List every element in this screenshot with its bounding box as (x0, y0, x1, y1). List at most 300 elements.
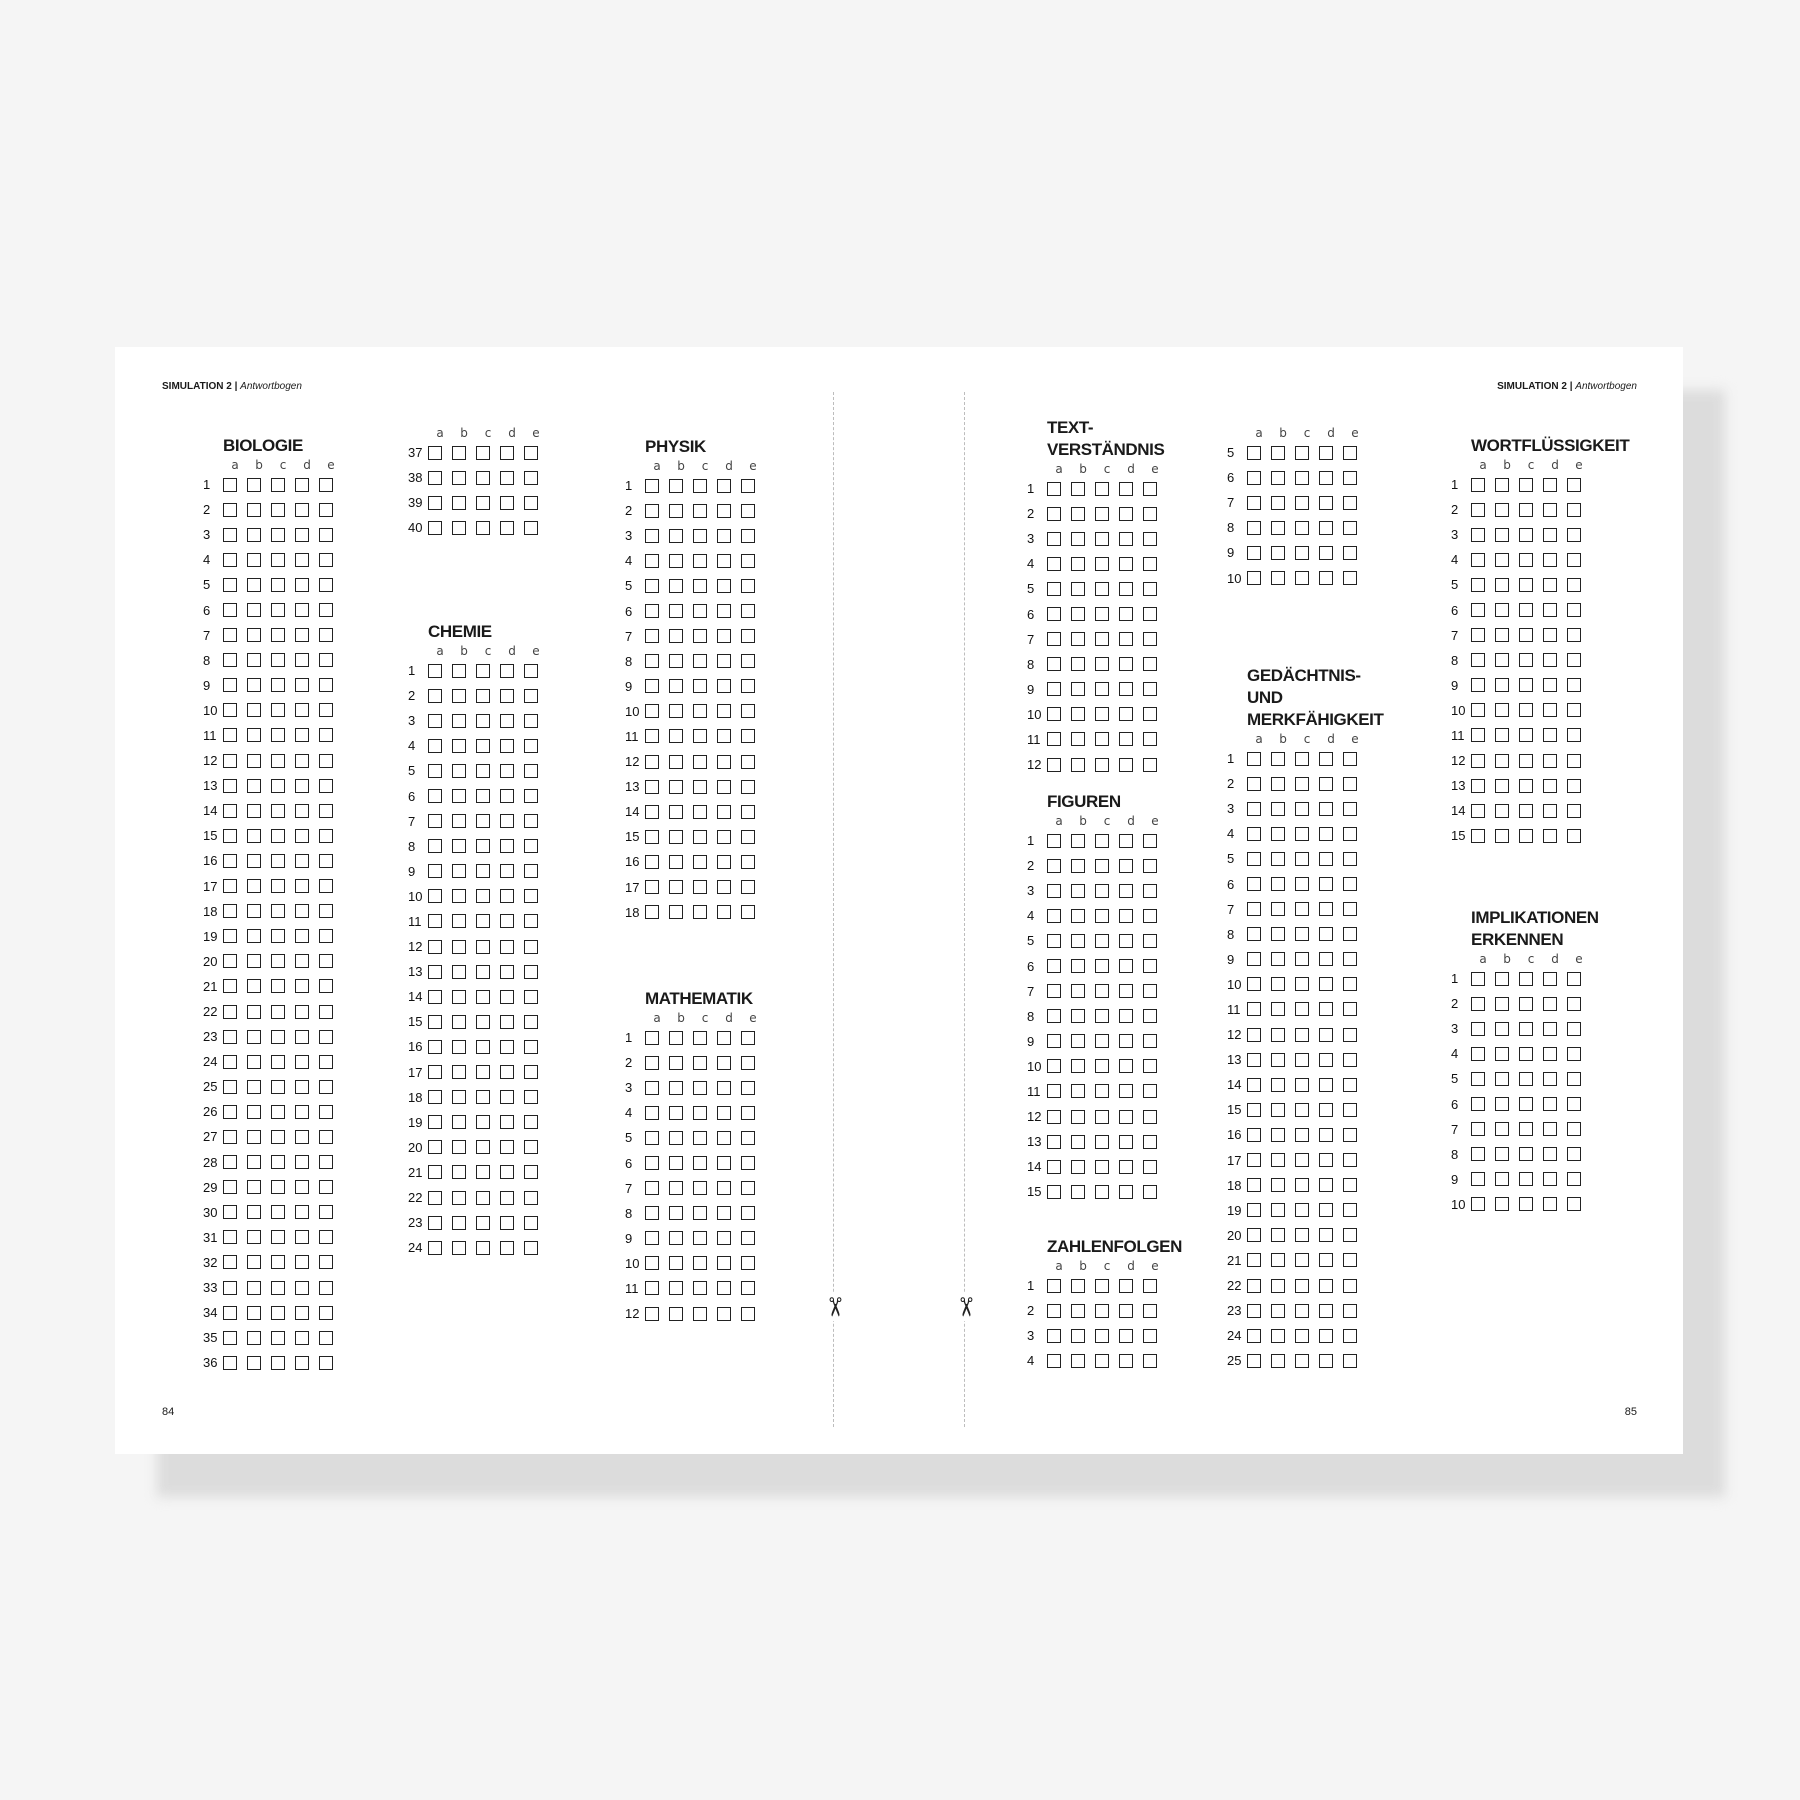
answer-checkbox-e[interactable] (524, 864, 538, 878)
answer-checkbox-e[interactable] (1143, 682, 1157, 696)
answer-checkbox-b[interactable] (452, 764, 466, 778)
answer-checkbox-e[interactable] (319, 979, 333, 993)
answer-checkbox-b[interactable] (247, 1180, 261, 1194)
answer-checkbox-c[interactable] (693, 1281, 707, 1295)
answer-checkbox-d[interactable] (295, 1180, 309, 1194)
answer-checkbox-c[interactable] (476, 689, 490, 703)
answer-checkbox-d[interactable] (295, 979, 309, 993)
answer-checkbox-b[interactable] (1495, 628, 1509, 642)
answer-checkbox-a[interactable] (1247, 827, 1261, 841)
answer-checkbox-e[interactable] (1143, 582, 1157, 596)
answer-checkbox-e[interactable] (319, 754, 333, 768)
answer-checkbox-c[interactable] (693, 579, 707, 593)
answer-checkbox-d[interactable] (295, 879, 309, 893)
answer-checkbox-b[interactable] (1271, 1354, 1285, 1368)
answer-checkbox-a[interactable] (223, 854, 237, 868)
answer-checkbox-e[interactable] (319, 1205, 333, 1219)
answer-checkbox-a[interactable] (223, 653, 237, 667)
answer-checkbox-b[interactable] (247, 954, 261, 968)
answer-checkbox-d[interactable] (1543, 997, 1557, 1011)
answer-checkbox-d[interactable] (295, 1005, 309, 1019)
answer-checkbox-b[interactable] (1271, 571, 1285, 585)
answer-checkbox-c[interactable] (476, 1191, 490, 1205)
answer-checkbox-d[interactable] (295, 804, 309, 818)
answer-checkbox-b[interactable] (247, 1306, 261, 1320)
answer-checkbox-a[interactable] (1047, 1135, 1061, 1149)
answer-checkbox-b[interactable] (452, 1015, 466, 1029)
answer-checkbox-c[interactable] (1095, 1009, 1109, 1023)
answer-checkbox-a[interactable] (1471, 653, 1485, 667)
answer-checkbox-e[interactable] (319, 478, 333, 492)
answer-checkbox-d[interactable] (500, 990, 514, 1004)
answer-checkbox-b[interactable] (247, 1130, 261, 1144)
answer-checkbox-e[interactable] (524, 739, 538, 753)
answer-checkbox-c[interactable] (476, 1040, 490, 1054)
answer-checkbox-d[interactable] (1119, 1059, 1133, 1073)
answer-checkbox-a[interactable] (1247, 1253, 1261, 1267)
answer-checkbox-e[interactable] (319, 1005, 333, 1019)
answer-checkbox-e[interactable] (319, 854, 333, 868)
answer-checkbox-d[interactable] (717, 729, 731, 743)
answer-checkbox-c[interactable] (693, 504, 707, 518)
answer-checkbox-c[interactable] (1095, 482, 1109, 496)
answer-checkbox-c[interactable] (1295, 571, 1309, 585)
answer-checkbox-d[interactable] (295, 1331, 309, 1345)
answer-checkbox-a[interactable] (428, 1065, 442, 1079)
answer-checkbox-a[interactable] (1247, 571, 1261, 585)
answer-checkbox-d[interactable] (500, 1090, 514, 1104)
answer-checkbox-e[interactable] (741, 1256, 755, 1270)
answer-checkbox-c[interactable] (271, 703, 285, 717)
answer-checkbox-e[interactable] (741, 1181, 755, 1195)
answer-checkbox-e[interactable] (1143, 934, 1157, 948)
answer-checkbox-d[interactable] (1119, 507, 1133, 521)
answer-checkbox-c[interactable] (1095, 1160, 1109, 1174)
answer-checkbox-b[interactable] (1495, 779, 1509, 793)
answer-checkbox-c[interactable] (1519, 578, 1533, 592)
answer-checkbox-a[interactable] (645, 479, 659, 493)
answer-checkbox-a[interactable] (1471, 703, 1485, 717)
answer-checkbox-c[interactable] (1095, 1110, 1109, 1124)
answer-checkbox-a[interactable] (1047, 909, 1061, 923)
answer-checkbox-c[interactable] (1519, 628, 1533, 642)
answer-checkbox-d[interactable] (500, 914, 514, 928)
answer-checkbox-b[interactable] (669, 479, 683, 493)
answer-checkbox-b[interactable] (452, 1140, 466, 1154)
answer-checkbox-a[interactable] (645, 1281, 659, 1295)
answer-checkbox-e[interactable] (1343, 1078, 1357, 1092)
answer-checkbox-a[interactable] (1471, 1172, 1485, 1186)
answer-checkbox-d[interactable] (1319, 1028, 1333, 1042)
answer-checkbox-a[interactable] (645, 1206, 659, 1220)
answer-checkbox-a[interactable] (1047, 1084, 1061, 1098)
answer-checkbox-b[interactable] (669, 504, 683, 518)
answer-checkbox-d[interactable] (1119, 1279, 1133, 1293)
answer-checkbox-b[interactable] (452, 664, 466, 678)
answer-checkbox-d[interactable] (1319, 777, 1333, 791)
answer-checkbox-b[interactable] (669, 654, 683, 668)
answer-checkbox-a[interactable] (1047, 732, 1061, 746)
answer-checkbox-c[interactable] (271, 1356, 285, 1370)
answer-checkbox-a[interactable] (1047, 1034, 1061, 1048)
answer-checkbox-b[interactable] (452, 1216, 466, 1230)
answer-checkbox-e[interactable] (1567, 1072, 1581, 1086)
answer-checkbox-b[interactable] (452, 864, 466, 878)
answer-checkbox-a[interactable] (1047, 1009, 1061, 1023)
answer-checkbox-a[interactable] (1471, 528, 1485, 542)
answer-checkbox-d[interactable] (1319, 902, 1333, 916)
answer-checkbox-a[interactable] (645, 679, 659, 693)
answer-checkbox-a[interactable] (645, 905, 659, 919)
answer-checkbox-c[interactable] (1519, 528, 1533, 542)
answer-checkbox-d[interactable] (1119, 758, 1133, 772)
answer-checkbox-c[interactable] (476, 864, 490, 878)
answer-checkbox-b[interactable] (247, 829, 261, 843)
answer-checkbox-e[interactable] (1343, 571, 1357, 585)
answer-checkbox-c[interactable] (1095, 758, 1109, 772)
answer-checkbox-c[interactable] (1519, 678, 1533, 692)
answer-checkbox-e[interactable] (1567, 678, 1581, 692)
answer-checkbox-c[interactable] (693, 1106, 707, 1120)
answer-checkbox-e[interactable] (1343, 546, 1357, 560)
answer-checkbox-d[interactable] (500, 1191, 514, 1205)
answer-checkbox-e[interactable] (1343, 1103, 1357, 1117)
answer-checkbox-b[interactable] (452, 839, 466, 853)
answer-checkbox-c[interactable] (1095, 934, 1109, 948)
answer-checkbox-d[interactable] (1319, 827, 1333, 841)
answer-checkbox-c[interactable] (476, 965, 490, 979)
answer-checkbox-a[interactable] (1047, 1279, 1061, 1293)
answer-checkbox-c[interactable] (1095, 1329, 1109, 1343)
answer-checkbox-a[interactable] (1247, 752, 1261, 766)
answer-checkbox-d[interactable] (500, 689, 514, 703)
answer-checkbox-a[interactable] (1047, 532, 1061, 546)
answer-checkbox-d[interactable] (1119, 1329, 1133, 1343)
answer-checkbox-b[interactable] (247, 1205, 261, 1219)
answer-checkbox-e[interactable] (741, 554, 755, 568)
answer-checkbox-d[interactable] (717, 1156, 731, 1170)
answer-checkbox-d[interactable] (1119, 1084, 1133, 1098)
answer-checkbox-b[interactable] (1271, 827, 1285, 841)
answer-checkbox-e[interactable] (1343, 877, 1357, 891)
answer-checkbox-e[interactable] (1567, 503, 1581, 517)
answer-checkbox-b[interactable] (1495, 804, 1509, 818)
answer-checkbox-c[interactable] (1519, 1147, 1533, 1161)
answer-checkbox-c[interactable] (1095, 909, 1109, 923)
answer-checkbox-b[interactable] (1495, 728, 1509, 742)
answer-checkbox-c[interactable] (1295, 877, 1309, 891)
answer-checkbox-e[interactable] (1143, 884, 1157, 898)
answer-checkbox-c[interactable] (271, 1306, 285, 1320)
answer-checkbox-e[interactable] (1343, 1178, 1357, 1192)
answer-checkbox-e[interactable] (1343, 1228, 1357, 1242)
answer-checkbox-e[interactable] (319, 553, 333, 567)
answer-checkbox-a[interactable] (223, 1105, 237, 1119)
answer-checkbox-a[interactable] (223, 603, 237, 617)
answer-checkbox-e[interactable] (1567, 1122, 1581, 1136)
answer-checkbox-a[interactable] (645, 1106, 659, 1120)
answer-checkbox-c[interactable] (476, 914, 490, 928)
answer-checkbox-b[interactable] (247, 528, 261, 542)
answer-checkbox-d[interactable] (1543, 728, 1557, 742)
answer-checkbox-a[interactable] (223, 754, 237, 768)
answer-checkbox-a[interactable] (1247, 471, 1261, 485)
answer-checkbox-d[interactable] (717, 1307, 731, 1321)
answer-checkbox-c[interactable] (1095, 682, 1109, 696)
answer-checkbox-d[interactable] (717, 629, 731, 643)
answer-checkbox-e[interactable] (1567, 1097, 1581, 1111)
answer-checkbox-b[interactable] (1071, 959, 1085, 973)
answer-checkbox-a[interactable] (428, 789, 442, 803)
answer-checkbox-b[interactable] (247, 703, 261, 717)
answer-checkbox-a[interactable] (223, 1030, 237, 1044)
answer-checkbox-b[interactable] (452, 1065, 466, 1079)
answer-checkbox-d[interactable] (295, 1255, 309, 1269)
answer-checkbox-c[interactable] (271, 1155, 285, 1169)
answer-checkbox-a[interactable] (223, 503, 237, 517)
answer-checkbox-d[interactable] (717, 654, 731, 668)
answer-checkbox-b[interactable] (669, 880, 683, 894)
answer-checkbox-d[interactable] (717, 554, 731, 568)
answer-checkbox-e[interactable] (1567, 1022, 1581, 1036)
answer-checkbox-b[interactable] (247, 503, 261, 517)
answer-checkbox-d[interactable] (717, 704, 731, 718)
answer-checkbox-a[interactable] (223, 1255, 237, 1269)
answer-checkbox-a[interactable] (1247, 1178, 1261, 1192)
answer-checkbox-b[interactable] (1495, 1147, 1509, 1161)
answer-checkbox-e[interactable] (1343, 471, 1357, 485)
answer-checkbox-c[interactable] (1295, 977, 1309, 991)
answer-checkbox-e[interactable] (319, 1230, 333, 1244)
answer-checkbox-c[interactable] (271, 1255, 285, 1269)
answer-checkbox-c[interactable] (476, 814, 490, 828)
answer-checkbox-a[interactable] (1247, 902, 1261, 916)
answer-checkbox-d[interactable] (1543, 703, 1557, 717)
answer-checkbox-b[interactable] (1271, 521, 1285, 535)
answer-checkbox-c[interactable] (1095, 1084, 1109, 1098)
answer-checkbox-a[interactable] (1471, 1122, 1485, 1136)
answer-checkbox-d[interactable] (500, 446, 514, 460)
answer-checkbox-c[interactable] (693, 755, 707, 769)
answer-checkbox-b[interactable] (247, 979, 261, 993)
answer-checkbox-e[interactable] (319, 804, 333, 818)
answer-checkbox-e[interactable] (1143, 1110, 1157, 1124)
answer-checkbox-a[interactable] (1247, 1053, 1261, 1067)
answer-checkbox-c[interactable] (1295, 496, 1309, 510)
answer-checkbox-a[interactable] (428, 864, 442, 878)
answer-checkbox-b[interactable] (1495, 1097, 1509, 1111)
answer-checkbox-e[interactable] (741, 1131, 755, 1145)
answer-checkbox-c[interactable] (476, 714, 490, 728)
answer-checkbox-b[interactable] (1271, 1304, 1285, 1318)
answer-checkbox-e[interactable] (1343, 521, 1357, 535)
answer-checkbox-e[interactable] (1143, 758, 1157, 772)
answer-checkbox-a[interactable] (1247, 1002, 1261, 1016)
answer-checkbox-d[interactable] (717, 1281, 731, 1295)
answer-checkbox-b[interactable] (247, 1080, 261, 1094)
answer-checkbox-e[interactable] (741, 629, 755, 643)
answer-checkbox-b[interactable] (1271, 1203, 1285, 1217)
answer-checkbox-d[interactable] (295, 1130, 309, 1144)
answer-checkbox-e[interactable] (524, 1065, 538, 1079)
answer-checkbox-e[interactable] (741, 729, 755, 743)
answer-checkbox-e[interactable] (1567, 603, 1581, 617)
answer-checkbox-e[interactable] (524, 521, 538, 535)
answer-checkbox-b[interactable] (1071, 1354, 1085, 1368)
answer-checkbox-e[interactable] (741, 1031, 755, 1045)
answer-checkbox-e[interactable] (319, 1030, 333, 1044)
answer-checkbox-e[interactable] (524, 990, 538, 1004)
answer-checkbox-c[interactable] (1095, 607, 1109, 621)
answer-checkbox-b[interactable] (1071, 682, 1085, 696)
answer-checkbox-d[interactable] (717, 1081, 731, 1095)
answer-checkbox-d[interactable] (295, 1306, 309, 1320)
answer-checkbox-a[interactable] (428, 714, 442, 728)
answer-checkbox-b[interactable] (669, 529, 683, 543)
answer-checkbox-a[interactable] (1471, 754, 1485, 768)
answer-checkbox-b[interactable] (247, 1281, 261, 1295)
answer-checkbox-b[interactable] (1271, 496, 1285, 510)
answer-checkbox-a[interactable] (1247, 777, 1261, 791)
answer-checkbox-e[interactable] (1567, 997, 1581, 1011)
answer-checkbox-b[interactable] (1495, 478, 1509, 492)
answer-checkbox-c[interactable] (271, 653, 285, 667)
answer-checkbox-a[interactable] (1471, 1022, 1485, 1036)
answer-checkbox-e[interactable] (1143, 557, 1157, 571)
answer-checkbox-e[interactable] (1143, 607, 1157, 621)
answer-checkbox-a[interactable] (1047, 1059, 1061, 1073)
answer-checkbox-d[interactable] (717, 1206, 731, 1220)
answer-checkbox-a[interactable] (223, 954, 237, 968)
answer-checkbox-a[interactable] (1047, 934, 1061, 948)
answer-checkbox-d[interactable] (500, 1065, 514, 1079)
answer-checkbox-c[interactable] (1519, 653, 1533, 667)
answer-checkbox-a[interactable] (1047, 859, 1061, 873)
answer-checkbox-a[interactable] (1047, 984, 1061, 998)
answer-checkbox-a[interactable] (645, 1131, 659, 1145)
answer-checkbox-a[interactable] (645, 704, 659, 718)
answer-checkbox-b[interactable] (1495, 553, 1509, 567)
answer-checkbox-c[interactable] (1519, 804, 1533, 818)
answer-checkbox-d[interactable] (1119, 834, 1133, 848)
answer-checkbox-b[interactable] (669, 704, 683, 718)
answer-checkbox-d[interactable] (1543, 1122, 1557, 1136)
answer-checkbox-a[interactable] (1047, 834, 1061, 848)
answer-checkbox-d[interactable] (1543, 603, 1557, 617)
answer-checkbox-b[interactable] (247, 929, 261, 943)
answer-checkbox-c[interactable] (1295, 1002, 1309, 1016)
answer-checkbox-e[interactable] (319, 528, 333, 542)
answer-checkbox-e[interactable] (741, 805, 755, 819)
answer-checkbox-c[interactable] (1095, 1135, 1109, 1149)
answer-checkbox-a[interactable] (428, 1216, 442, 1230)
answer-checkbox-a[interactable] (1047, 1354, 1061, 1368)
answer-checkbox-c[interactable] (476, 1090, 490, 1104)
answer-checkbox-d[interactable] (500, 496, 514, 510)
answer-checkbox-b[interactable] (1271, 927, 1285, 941)
answer-checkbox-d[interactable] (295, 728, 309, 742)
answer-checkbox-b[interactable] (247, 1105, 261, 1119)
answer-checkbox-a[interactable] (1047, 682, 1061, 696)
answer-checkbox-d[interactable] (295, 779, 309, 793)
answer-checkbox-d[interactable] (1319, 1329, 1333, 1343)
answer-checkbox-a[interactable] (1247, 546, 1261, 560)
answer-checkbox-c[interactable] (271, 603, 285, 617)
answer-checkbox-b[interactable] (452, 889, 466, 903)
answer-checkbox-b[interactable] (1495, 997, 1509, 1011)
answer-checkbox-c[interactable] (693, 529, 707, 543)
answer-checkbox-b[interactable] (452, 714, 466, 728)
answer-checkbox-d[interactable] (1319, 1354, 1333, 1368)
answer-checkbox-b[interactable] (1271, 1329, 1285, 1343)
answer-checkbox-b[interactable] (247, 879, 261, 893)
answer-checkbox-c[interactable] (1519, 1072, 1533, 1086)
answer-checkbox-e[interactable] (1143, 1354, 1157, 1368)
answer-checkbox-e[interactable] (319, 1331, 333, 1345)
answer-checkbox-c[interactable] (1519, 972, 1533, 986)
answer-checkbox-b[interactable] (1071, 557, 1085, 571)
answer-checkbox-c[interactable] (1295, 1354, 1309, 1368)
answer-checkbox-b[interactable] (1495, 678, 1509, 692)
answer-checkbox-d[interactable] (1119, 632, 1133, 646)
answer-checkbox-c[interactable] (271, 879, 285, 893)
answer-checkbox-d[interactable] (500, 521, 514, 535)
answer-checkbox-e[interactable] (1343, 446, 1357, 460)
answer-checkbox-e[interactable] (1143, 1084, 1157, 1098)
answer-checkbox-a[interactable] (645, 1081, 659, 1095)
answer-checkbox-e[interactable] (1343, 496, 1357, 510)
answer-checkbox-a[interactable] (1247, 1329, 1261, 1343)
answer-checkbox-c[interactable] (476, 789, 490, 803)
answer-checkbox-a[interactable] (1247, 521, 1261, 535)
answer-checkbox-d[interactable] (500, 1216, 514, 1230)
answer-checkbox-b[interactable] (1071, 1329, 1085, 1343)
answer-checkbox-c[interactable] (1095, 859, 1109, 873)
answer-checkbox-c[interactable] (1519, 553, 1533, 567)
answer-checkbox-c[interactable] (1519, 754, 1533, 768)
answer-checkbox-c[interactable] (1095, 657, 1109, 671)
answer-checkbox-d[interactable] (1543, 503, 1557, 517)
answer-checkbox-a[interactable] (1471, 1197, 1485, 1211)
answer-checkbox-e[interactable] (524, 1165, 538, 1179)
answer-checkbox-e[interactable] (1567, 1197, 1581, 1211)
answer-checkbox-e[interactable] (1343, 927, 1357, 941)
answer-checkbox-e[interactable] (1343, 902, 1357, 916)
answer-checkbox-c[interactable] (1295, 902, 1309, 916)
answer-checkbox-a[interactable] (1471, 804, 1485, 818)
answer-checkbox-b[interactable] (1271, 446, 1285, 460)
answer-checkbox-d[interactable] (1119, 884, 1133, 898)
answer-checkbox-d[interactable] (500, 814, 514, 828)
answer-checkbox-d[interactable] (1319, 1103, 1333, 1117)
answer-checkbox-a[interactable] (1047, 632, 1061, 646)
answer-checkbox-b[interactable] (1271, 1128, 1285, 1142)
answer-checkbox-e[interactable] (524, 1090, 538, 1104)
answer-checkbox-a[interactable] (1247, 927, 1261, 941)
answer-checkbox-a[interactable] (1047, 707, 1061, 721)
answer-checkbox-b[interactable] (1071, 582, 1085, 596)
answer-checkbox-b[interactable] (1495, 603, 1509, 617)
answer-checkbox-c[interactable] (476, 446, 490, 460)
answer-checkbox-e[interactable] (524, 1216, 538, 1230)
answer-checkbox-e[interactable] (1343, 1304, 1357, 1318)
answer-checkbox-b[interactable] (452, 965, 466, 979)
answer-checkbox-d[interactable] (500, 1040, 514, 1054)
answer-checkbox-d[interactable] (1543, 1172, 1557, 1186)
answer-checkbox-a[interactable] (428, 1165, 442, 1179)
answer-checkbox-d[interactable] (500, 889, 514, 903)
answer-checkbox-d[interactable] (1119, 1009, 1133, 1023)
